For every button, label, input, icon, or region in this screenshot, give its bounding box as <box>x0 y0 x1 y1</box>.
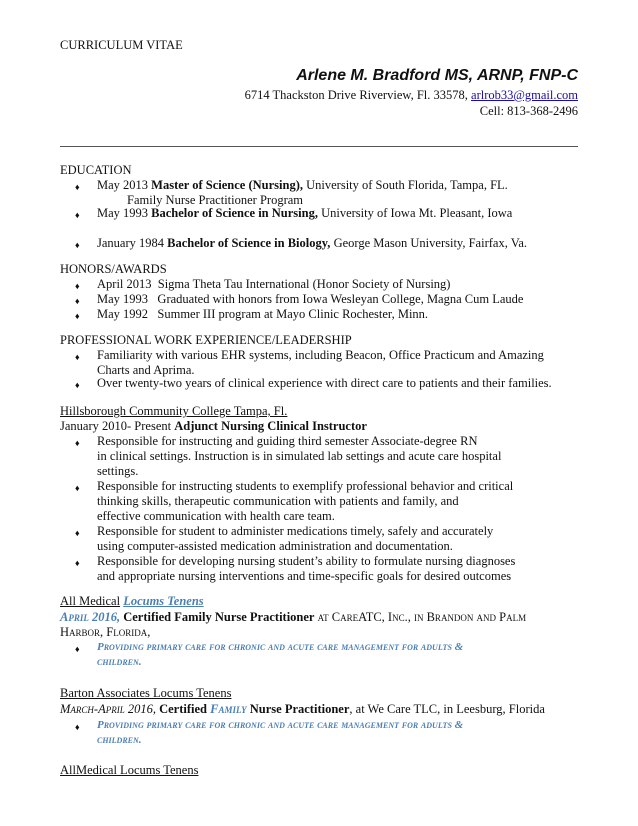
all-medical-duty-line: children. <box>97 656 142 668</box>
candidate-name: Arlene M. Bradford MS, ARNP, FNP-C <box>296 67 578 84</box>
education-item: May 1993 Bachelor of Science in Nursing, University of Iowa Mt. Pleasant, Iowa <box>97 206 513 220</box>
bullet-icon: ♦ <box>75 296 80 306</box>
all-medical-duty-line: Providing primary care for chronic and acute care management for adults & <box>97 641 464 653</box>
bullet-icon: ♦ <box>75 644 80 654</box>
hcc-duty-line: Responsible for instructing and guiding third semester Associate-degree RN <box>97 434 478 448</box>
hcc-duty-line: thinking skills, therapeutic communication with patients and family, and <box>97 494 459 508</box>
address-text: 6714 Thackston Drive Riverview, Fl. 33578, <box>244 88 468 102</box>
bullet-icon: ♦ <box>75 240 80 250</box>
education-item: May 2013 Master of Science (Nursing), University of South Florida, Tampa, FL. <box>97 178 508 192</box>
hcc-duty-line: in clinical settings. Instruction is in simulated lab settings and acute care hospital <box>97 449 502 463</box>
email-link[interactable]: arlrob33@gmail.com <box>471 88 578 102</box>
education-heading: EDUCATION <box>60 163 132 177</box>
barton-duty-line: children. <box>97 734 142 746</box>
employer-allmedical: AllMedical Locums Tenens <box>60 763 199 777</box>
honor-item: May 1993 Graduated with honors from Iowa Wesleyan College, Magna Cum Laude <box>97 292 524 306</box>
bullet-icon: ♦ <box>75 182 80 192</box>
all-medical-position: April 2016, Certified Family Nurse Practitioner at CareATC, Inc., in Brandon and Palm <box>60 610 527 624</box>
cell-phone: Cell: 813-368-2496 <box>479 104 578 118</box>
bullet-icon: ♦ <box>75 558 80 568</box>
hcc-duty-line: settings. <box>97 464 139 478</box>
barton-position: March-April 2016, Certified Family Nurse Practitioner, at We Care TLC, in Leesburg, Florida <box>60 702 545 716</box>
employer-barton: Barton Associates Locums Tenens <box>60 686 232 700</box>
employer-hcc: Hillsborough Community College Tampa, Fl. <box>60 404 288 418</box>
experience-item-line: Charts and Aprima. <box>97 363 195 377</box>
employer-all-medical: All Medical Locums Tenens <box>60 594 204 608</box>
honors-heading: HONORS/AWARDS <box>60 262 167 276</box>
document-type-label: CURRICULUM VITAE <box>60 38 183 52</box>
bullet-icon: ♦ <box>75 438 80 448</box>
bullet-icon: ♦ <box>75 528 80 538</box>
hcc-duty-line: and appropriate nursing interventions and time-specific goals for desired outcomes <box>97 569 512 583</box>
hcc-position: January 2010- Present Adjunct Nursing Clinical Instructor <box>60 419 367 433</box>
hcc-duty-line: effective communication with health care team. <box>97 509 335 523</box>
divider <box>60 146 578 147</box>
bullet-icon: ♦ <box>75 210 80 220</box>
bullet-icon: ♦ <box>75 352 80 362</box>
bullet-icon: ♦ <box>75 380 80 390</box>
bullet-icon: ♦ <box>75 483 80 493</box>
all-medical-location: Harbor, Florida, <box>60 625 151 639</box>
hcc-duty-line: using computer-assisted medication administration and documentation. <box>97 539 453 553</box>
experience-item-line: Familiarity with various EHR systems, including Beacon, Office Practicum and Amazing <box>97 348 544 362</box>
experience-item-line: Over twenty-two years of clinical experience with direct care to patients and their families. <box>97 376 552 390</box>
bullet-icon: ♦ <box>75 722 80 732</box>
hcc-duty-line: Responsible for instructing students to exemplify professional behavior and critical <box>97 479 514 493</box>
experience-heading: PROFESSIONAL WORK EXPERIENCE/LEADERSHIP <box>60 333 352 347</box>
bullet-icon: ♦ <box>75 311 80 321</box>
hcc-duty-line: Responsible for student to administer medications timely, safely and accurately <box>97 524 494 538</box>
hcc-duty-line: Responsible for developing nursing student’s ability to formulate nursing diagnoses <box>97 554 516 568</box>
address-line <box>245 88 578 104</box>
education-item: January 1984 Bachelor of Science in Biology, George Mason University, Fairfax, Va. <box>97 236 528 250</box>
education-subitem: Family Nurse Practitioner Program <box>127 193 304 207</box>
honor-item: April 2013 Sigma Theta Tau International (Honor Society of Nursing) <box>97 277 451 291</box>
barton-duty-line: Providing primary care for chronic and acute care management for adults & <box>97 719 464 731</box>
bullet-icon: ♦ <box>75 281 80 291</box>
honor-item: May 1992 Summer III program at Mayo Clinic Rochester, Minn. <box>97 307 429 321</box>
